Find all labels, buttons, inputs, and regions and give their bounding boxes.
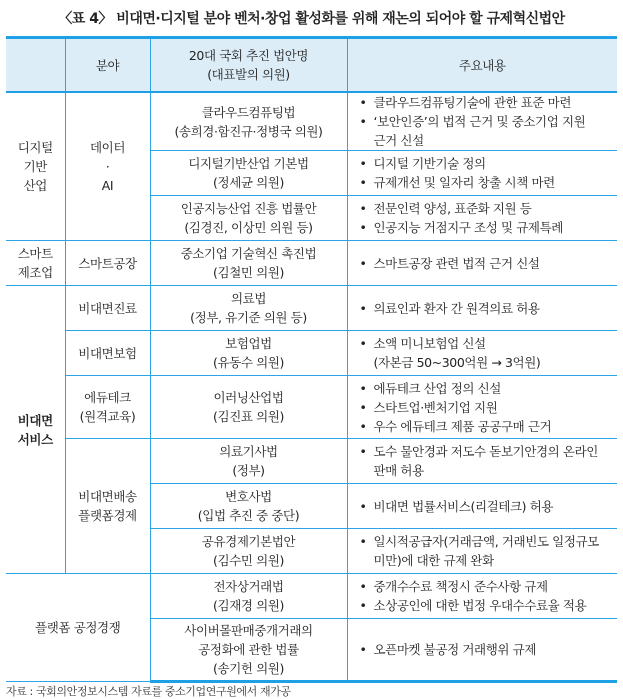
content-item: • 일시적공급자(거래금액, 거래빈도 일정규모 — [358, 532, 618, 551]
bill-name: 이러닝산업법 — [213, 390, 284, 405]
field-cell: 비대면보험 — [65, 331, 150, 376]
content-item: • 에듀테크 산업 정의 신설 — [358, 379, 618, 398]
bill-cell — [150, 241, 347, 286]
field-cell — [65, 376, 150, 439]
bill-name: 디지털기반산업 기본법 — [188, 156, 309, 171]
bill-name: 보험업법 — [225, 336, 272, 351]
header-bill — [150, 38, 347, 93]
bill-sponsor: (김수민 의원) — [213, 553, 284, 568]
bill-sponsor: (정세균 의원) — [213, 175, 284, 190]
field-text: 데이터 — [89, 140, 126, 155]
field-text: · — [105, 159, 110, 174]
bill-name: 공유경제기본법안 — [201, 534, 296, 549]
field-text: AI — [101, 178, 114, 193]
content-cell — [347, 151, 617, 196]
bill-name: 전자상거래법 — [213, 579, 284, 594]
regulation-bills-table — [6, 36, 617, 683]
category-digital — [6, 92, 65, 241]
content-item-continued: (자본금 50~300억원 → 3억원) — [373, 355, 541, 370]
table-row — [6, 286, 617, 331]
content-cell — [347, 529, 617, 574]
table-row — [6, 574, 617, 619]
bill-cell — [150, 286, 347, 331]
bill-sponsor: (송희경·함진규·정병국 의원) — [174, 123, 323, 139]
content-item: • 소상공인에 대한 법정 우대수수료율 적용 — [358, 596, 618, 615]
content-item-continued: 근거 신설 — [373, 133, 424, 148]
category-text: 디지털 — [17, 140, 53, 155]
header-content: 주요내용 — [347, 38, 617, 93]
source-note: 자료 : 국회의안정보시스템 자료를 중소기업연구원에서 재가공 — [6, 685, 291, 698]
content-item: • ‘보안인증’의 법적 근거 및 중소기업 지원 — [358, 112, 618, 131]
bill-name: 클라우드컴퓨팅법 — [201, 104, 296, 120]
field-text: 플랫폼경제 — [78, 508, 137, 523]
bill-name: 공정화에 관한 법률 — [198, 642, 299, 657]
content-cell — [347, 574, 617, 619]
content-item: • 클라우드컴퓨팅기술에 관한 표준 마련 — [358, 93, 618, 112]
table-row — [6, 331, 617, 376]
content-item: • 스마트공장 관련 법적 근거 신설 — [358, 254, 618, 273]
category-text: 제조업 — [17, 265, 53, 280]
bill-sponsor: (송기헌 의원) — [213, 661, 284, 676]
content-item: • 중개수수료 책정시 준수사항 규제 — [358, 577, 618, 596]
content-item: • 규제개선 및 일자리 창출 시책 마련 — [358, 173, 618, 192]
content-item: • 전문인력 양성, 표준화 지원 등 — [358, 199, 618, 218]
content-cell — [347, 376, 617, 439]
header-field: 분야 — [65, 38, 150, 93]
bill-sponsor: (김재경 의원) — [213, 598, 284, 613]
content-item: • 인공지능 거점지구 조성 및 규제특례 — [358, 218, 618, 237]
content-cell — [347, 92, 617, 151]
content-cell — [347, 439, 617, 484]
category-untact-services — [6, 286, 65, 574]
bill-sponsor: (입법 추진 중 중단) — [197, 508, 300, 523]
header-bill-line2: (대표발의 의원) — [207, 67, 290, 82]
bill-name: 중소기업 기술혁신 촉진법 — [180, 246, 317, 261]
table-row — [6, 92, 617, 151]
table-row — [6, 439, 617, 484]
field-cell: 비대면진료 — [65, 286, 150, 331]
content-cell — [347, 331, 617, 376]
bill-sponsor: (김진표 의원) — [213, 409, 284, 424]
bill-cell — [150, 151, 347, 196]
content-item: • 소액 미니보험업 신설 — [358, 334, 618, 353]
bill-sponsor: (김철민 의원) — [213, 265, 284, 280]
bill-cell — [150, 484, 347, 529]
bill-name: 의료법 — [230, 291, 267, 306]
bill-cell — [150, 196, 347, 241]
bill-cell — [150, 331, 347, 376]
bill-name: 사이버몰판매중개거래의 — [184, 623, 313, 638]
content-cell — [347, 484, 617, 529]
bill-sponsor: (정부) — [232, 463, 265, 478]
bill-cell — [150, 376, 347, 439]
table-row — [6, 376, 617, 439]
content-item: • 디지털 기반기술 정의 — [358, 154, 618, 173]
bill-cell — [150, 529, 347, 574]
category-text: 스마트 — [17, 246, 53, 261]
content-item: • 우수 에듀테크 제품 공공구매 근거 — [358, 417, 618, 436]
field-cell: 스마트공장 — [65, 241, 150, 286]
content-item-continued: 미만)에 대한 규제 완화 — [373, 553, 494, 568]
content-cell — [347, 286, 617, 331]
bill-name: 의료기사법 — [219, 444, 278, 459]
table-row — [6, 241, 617, 286]
bill-cell — [150, 619, 347, 682]
content-item: • 오픈마켓 불공정 거래행위 규제 — [358, 640, 618, 659]
header-category — [6, 38, 65, 93]
field-data-ai — [65, 92, 150, 241]
category-text: 비대면 — [17, 412, 53, 428]
bill-cell — [150, 574, 347, 619]
field-text: (원격교육) — [79, 409, 136, 424]
field-cell — [65, 439, 150, 574]
table-title: 〈표 4〉 비대면·디지털 분야 벤처·창업 활성화를 위해 재논의 되어야 할 규제혁신법안 — [58, 11, 565, 27]
bill-sponsor: (유동수 의원) — [213, 355, 284, 370]
bill-name: 변호사법 — [225, 489, 272, 504]
category-smart-manufacturing — [6, 241, 65, 286]
category-text: 산업 — [23, 178, 47, 193]
bill-cell — [150, 92, 347, 151]
category-text: 기반 — [23, 159, 47, 174]
bill-sponsor: (김경진, 이상민 의원 등) — [184, 220, 313, 235]
content-item-continued: 판매 허용 — [373, 463, 424, 478]
field-text: 비대면배송 — [78, 489, 137, 504]
bill-cell — [150, 439, 347, 484]
category-text: 서비스 — [17, 431, 53, 447]
content-item: • 도수 물안경과 저도수 돋보기안경의 온라인 — [358, 442, 618, 461]
field-text: 에듀테크 — [84, 390, 131, 405]
bill-sponsor: (정부, 유기준 의원 등) — [190, 310, 307, 325]
header-bill-line1: 20대 국회 추진 법안명 — [188, 48, 309, 63]
content-cell — [347, 196, 617, 241]
bill-name: 인공지능산업 진흥 법률안 — [180, 201, 317, 216]
content-item: • 비대면 법률서비스(리걸테크) 허용 — [358, 497, 618, 516]
table-header-row — [6, 38, 617, 93]
content-item: • 의료인과 환자 간 원격의료 허용 — [358, 299, 618, 318]
category-platform-competition: 플랫폼 공정경쟁 — [6, 574, 150, 682]
content-cell — [347, 619, 617, 682]
content-item: • 스타트업·벤처기업 지원 — [358, 398, 618, 417]
content-cell — [347, 241, 617, 286]
